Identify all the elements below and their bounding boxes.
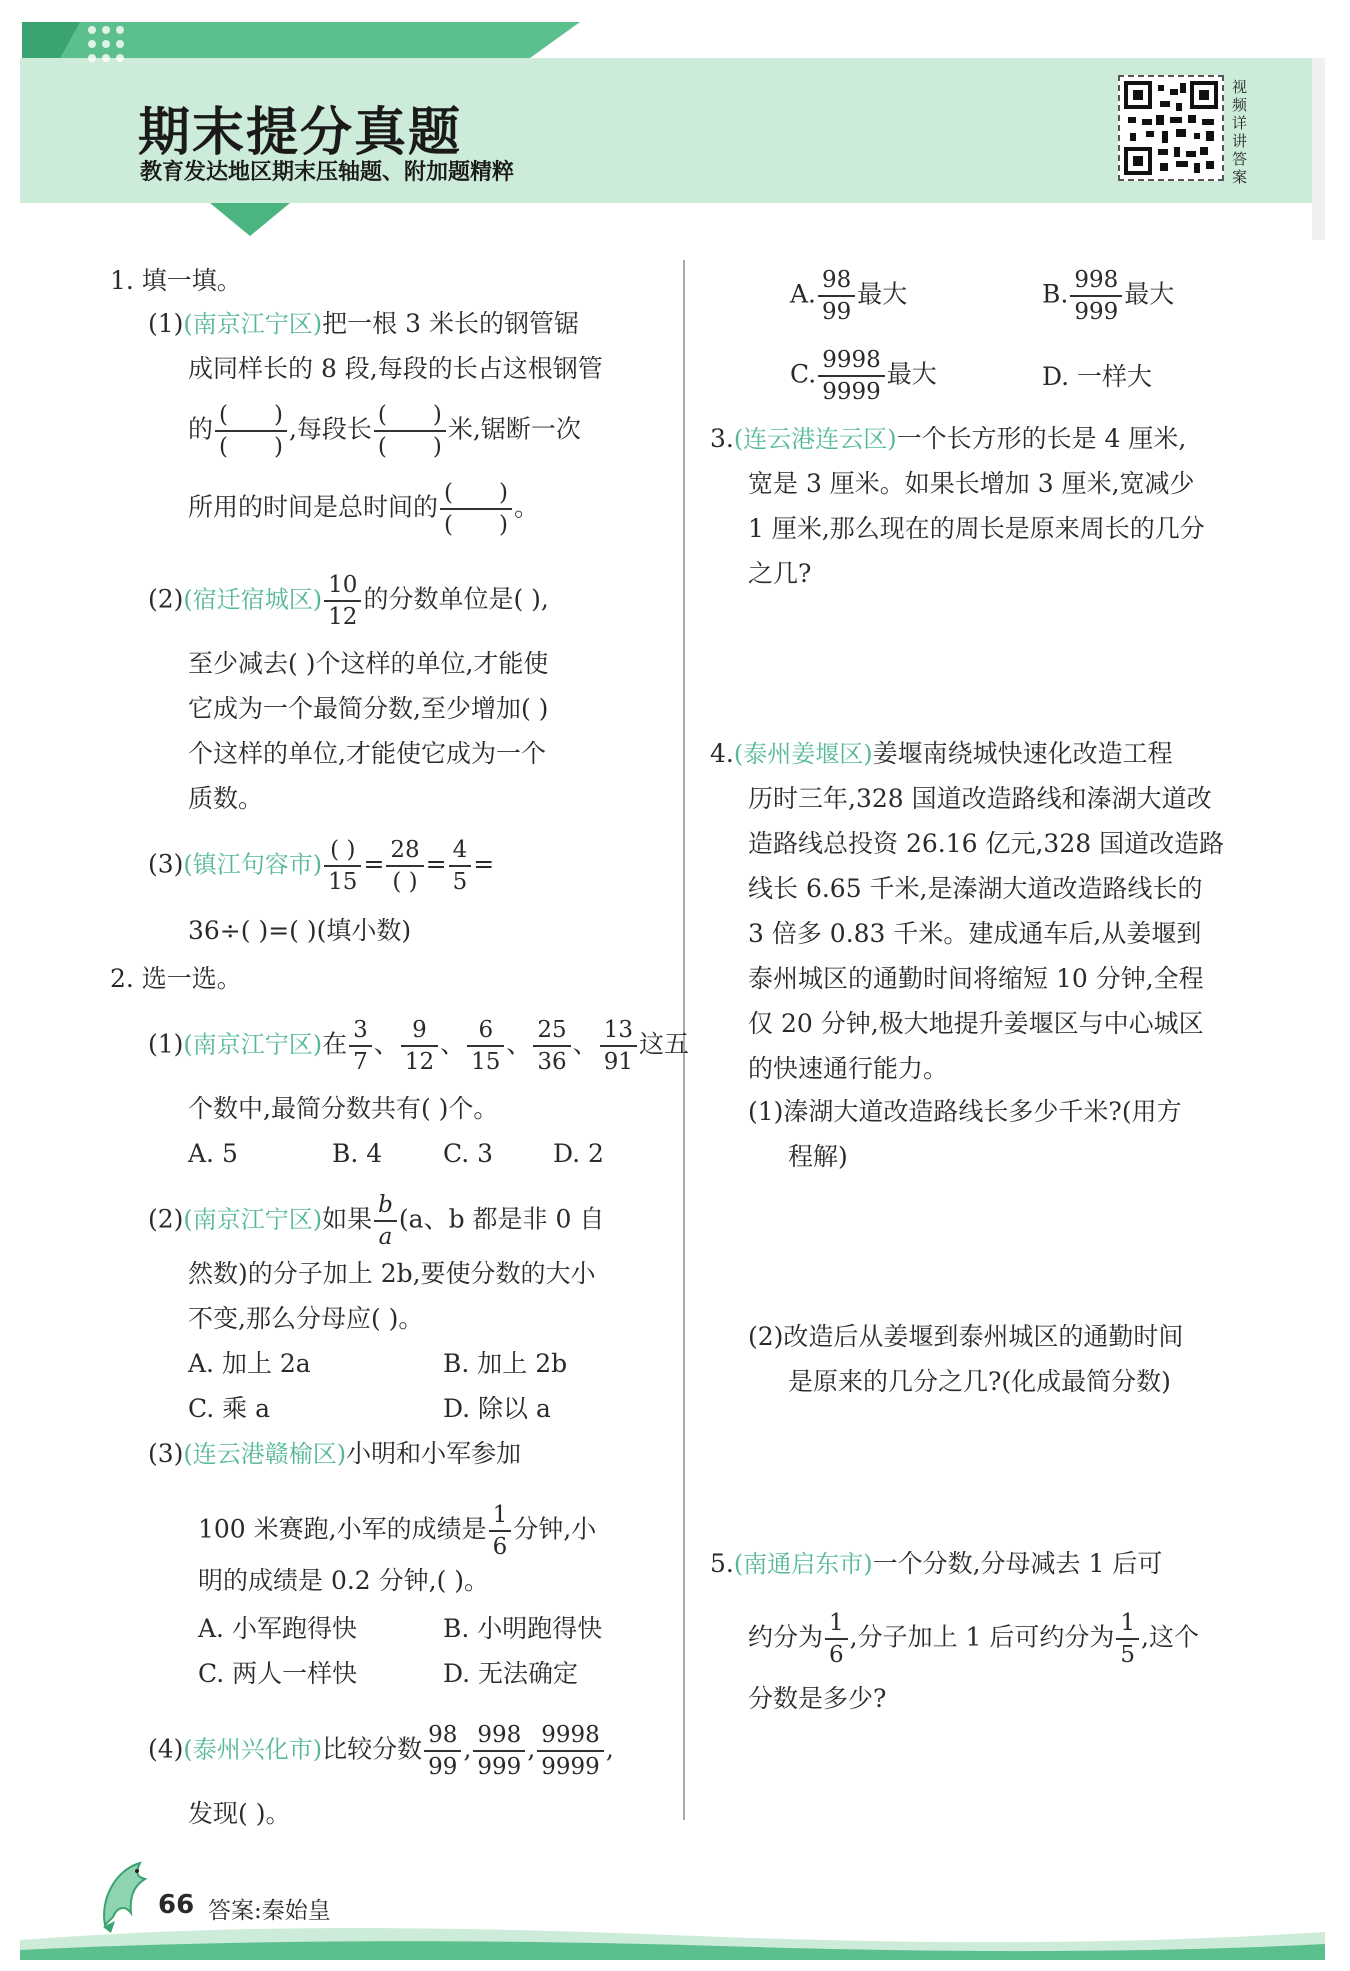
q4-line1 — [710, 735, 1173, 773]
fraction-denominator: 9999 — [822, 379, 881, 405]
fraction-numerator: 25 — [533, 1015, 570, 1047]
q4-line7: 仅 20 分钟,极大地提升姜堰区与中心城区 — [748, 1009, 1204, 1038]
option-text: 最大 — [1124, 279, 1175, 309]
q2-p3-region: (连云港赣榆区) — [183, 1440, 347, 1468]
fraction-numerator: 998 — [473, 1720, 525, 1752]
q2-p2-line1 — [148, 1190, 604, 1252]
fraction — [449, 835, 472, 897]
fraction-numerator: 1 — [489, 1500, 512, 1532]
fraction-numerator: 1 — [1116, 1608, 1139, 1640]
fraction — [537, 1720, 604, 1782]
fraction — [533, 1015, 570, 1077]
q2-p1-line1 — [148, 1015, 689, 1077]
q1-p1-line4 — [188, 478, 539, 540]
q2-p2-option-a[interactable]: A. 加上 2a — [188, 1349, 311, 1378]
header-bottom-triangle — [210, 203, 290, 236]
q1-p2-text1: 的分数单位是( ), — [363, 584, 549, 614]
separator: 、 — [373, 1029, 399, 1059]
fraction — [1116, 1608, 1139, 1670]
q3-line2: 宽是 3 厘米。如果长增加 3 厘米,宽减少 — [748, 469, 1195, 498]
q1-p2-line4: 个这样的单位,才能使它成为一个 — [188, 739, 546, 768]
fraction-denominator: 12 — [328, 604, 358, 630]
q1-p2-num: (2) — [148, 584, 184, 614]
fraction-denominator: 999 — [477, 1754, 522, 1780]
q2-p3-option-c[interactable]: C. 两人一样快 — [198, 1659, 358, 1688]
option-text: 最大 — [886, 359, 937, 389]
fraction-denominator: 15 — [471, 1049, 501, 1075]
q2-p3-num: (3) — [148, 1439, 184, 1468]
option-text: 最大 — [857, 279, 908, 309]
q2-p3-option-b[interactable]: B. 小明跑得快 — [443, 1614, 603, 1643]
q1-p1-text3a: 的 — [188, 414, 214, 444]
fraction-denominator: 36 — [537, 1049, 567, 1075]
q1-p3-line2: 36÷( )=( )(填小数) — [188, 916, 412, 945]
blank-fraction[interactable]: $\frac{( )}{( )}$ — [374, 400, 446, 462]
q2-p1-region: (南京江宁区) — [183, 1030, 323, 1059]
option-label: B. — [1042, 279, 1069, 309]
page-title: 期末提分真题 — [138, 103, 463, 163]
option-label: A. — [790, 279, 817, 309]
q1-p2-line3: 它成为一个最简分数,至少增加( ) — [188, 694, 549, 723]
fraction-denominator: ( ) — [392, 869, 418, 895]
q2-p4-post: , — [605, 1734, 614, 1764]
fraction-denominator: 9999 — [541, 1754, 600, 1780]
q5-line2 — [748, 1608, 1199, 1670]
q1-p3-num: (3) — [148, 849, 184, 879]
fraction-denominator: 6 — [829, 1642, 844, 1668]
fraction-numerator: 98 — [424, 1720, 461, 1752]
q1-p2-region: (宿迁宿城区) — [183, 585, 323, 614]
page-subtitle: 教育发达地区期末压轴题、附加题精粹 — [140, 160, 515, 185]
fraction — [349, 1015, 372, 1077]
fraction-numerator: 28 — [386, 835, 423, 867]
q3-line1 — [710, 420, 1186, 458]
q2-p3-line2 — [198, 1500, 596, 1562]
q2-p4-num: (4) — [148, 1734, 184, 1764]
separator: 、 — [572, 1029, 598, 1059]
q4-line4: 线长 6.65 千米,是溱湖大道改造路线长的 — [748, 874, 1203, 903]
fraction-denominator: 999 — [1074, 299, 1119, 325]
q2-p4-pre: 比较分数 — [322, 1734, 423, 1764]
q2-p2-line2: 然数)的分子加上 2b,要使分数的大小 — [188, 1259, 596, 1288]
fraction-numerator: 9 — [401, 1015, 438, 1047]
fraction-numerator: 3 — [349, 1015, 372, 1047]
q4-region: (泰州姜堰区) — [733, 740, 873, 768]
footer-wave — [20, 1920, 1325, 1960]
fraction — [825, 1608, 848, 1670]
separator: , — [527, 1734, 536, 1764]
q4-sub2-line2: 是原来的几分之几?(化成最简分数) — [788, 1367, 1171, 1396]
q4-line6: 泰州城区的通勤时间将缩短 10 分钟,全程 — [748, 964, 1204, 993]
q5-text2c: ,这个 — [1141, 1622, 1199, 1652]
q2-p1-option-b[interactable]: B. 4 — [332, 1139, 383, 1168]
q4-line8: 的快速通行能力。 — [748, 1054, 949, 1083]
q4-sub1-line2: 程解) — [788, 1142, 848, 1171]
q2-p1-option-c[interactable]: C. 3 — [443, 1139, 494, 1168]
q2-p2-option-b[interactable]: B. 加上 2b — [443, 1349, 568, 1378]
blank-fraction[interactable] — [386, 835, 423, 897]
q5-line3: 分数是多少? — [748, 1684, 887, 1713]
q5-text2a: 约分为 — [748, 1622, 824, 1652]
q1-p1-num: (1) — [148, 309, 184, 338]
q4-sub1-line1: (1)溱湖大道改造路线长多少千米?(用方 — [748, 1097, 1182, 1126]
fraction-denominator: 5 — [1120, 1642, 1136, 1668]
fraction-denominator: 91 — [603, 1049, 633, 1075]
fraction-numerator: 9998 — [537, 1720, 604, 1752]
fraction-denominator: 99 — [428, 1754, 458, 1780]
q2-p1-option-d[interactable]: D. 2 — [553, 1139, 604, 1168]
q2-p4-option-b[interactable] — [1042, 265, 1174, 327]
qr-label: 视频详讲答案 — [1232, 78, 1248, 186]
q2-p4-line2: 发现( )。 — [188, 1799, 291, 1828]
q4-line5: 3 倍多 0.83 千米。建成通车后,从姜堰到 — [748, 919, 1202, 948]
q2-p1-num: (1) — [148, 1029, 184, 1059]
q1-heading: 1. 填一填。 — [110, 266, 242, 295]
q2-p2-option-c[interactable]: C. 乘 a — [188, 1394, 270, 1423]
q5-num: 5. — [710, 1549, 734, 1578]
q1-p1-line2: 成同样长的 8 段,每段的长占这根钢管 — [188, 354, 603, 383]
fraction — [818, 345, 885, 407]
equals-sign: = — [425, 849, 447, 879]
fraction-denominator: 6 — [492, 1534, 508, 1560]
fraction-denominator: 7 — [353, 1049, 368, 1075]
fraction — [374, 1190, 397, 1252]
fraction — [489, 1500, 512, 1562]
q3-line3: 1 厘米,那么现在的周长是原来周长的几分 — [748, 514, 1205, 543]
q2-p4-line1 — [148, 1720, 614, 1782]
fraction-denominator: 5 — [452, 869, 468, 895]
fraction-numerator: 6 — [467, 1015, 504, 1047]
q2-p4-option-c[interactable] — [790, 345, 937, 407]
q2-p3-text2b: 分钟,小 — [513, 1514, 597, 1544]
q3-num: 3. — [710, 424, 734, 453]
q2-p3-line1 — [148, 1435, 521, 1473]
option-label: C. — [790, 359, 817, 389]
q4-line2: 历时三年,328 国道改造路线和溱湖大道改 — [748, 784, 1212, 813]
fraction-numerator: 4 — [449, 835, 472, 867]
fraction — [401, 1015, 438, 1077]
q2-p4-region: (泰州兴化市) — [183, 1735, 323, 1764]
separator: , — [463, 1734, 472, 1764]
q4-text1: 姜堰南绕城快速化改造工程 — [872, 739, 1173, 768]
equals-sign: = — [363, 849, 385, 879]
q2-p2-line3: 不变,那么分母应( )。 — [188, 1304, 424, 1333]
q2-p2-region: (南京江宁区) — [183, 1205, 323, 1234]
fraction-numerator: 13 — [600, 1015, 637, 1047]
q2-p3-line3: 明的成绩是 0.2 分钟,( )。 — [198, 1566, 490, 1595]
blank-fraction[interactable]: $\frac{( )}{( )}$ — [440, 478, 512, 540]
q1-p1-line3 — [188, 400, 581, 462]
q5-text2b: ,分子加上 1 后可约分为 — [849, 1622, 1115, 1652]
fraction-denominator: a — [378, 1224, 393, 1250]
qr-code[interactable] — [1118, 75, 1224, 181]
q2-p2-option-d[interactable]: D. 除以 a — [443, 1394, 551, 1423]
fraction-numerator: b — [374, 1190, 397, 1222]
fraction-numerator: 98 — [818, 265, 855, 297]
q5-region: (南通启东市) — [733, 1550, 873, 1578]
q3-region: (连云港连云区) — [733, 425, 897, 453]
q1-p3-line1 — [148, 835, 494, 897]
fraction-numerator: 1 — [825, 1608, 848, 1640]
q2-p1-post: 这五 — [639, 1029, 690, 1059]
fraction — [467, 1015, 504, 1077]
q1-p1-text3c: 米,锯断一次 — [447, 414, 581, 444]
q1-p1-text3b: ,每段长 — [288, 414, 372, 444]
q4-line3: 造路线总投资 26.16 亿元,328 国道改造路 — [748, 829, 1225, 858]
q1-p1-region: (南京江宁区) — [183, 310, 323, 338]
q2-p1-pre: 在 — [322, 1029, 348, 1059]
q2-p2-pre: 如果 — [322, 1204, 373, 1234]
q2-p4-option-d[interactable]: D. 一样大 — [1042, 362, 1153, 391]
page-number: 66 — [158, 1890, 195, 1920]
q1-p2-line5: 质数。 — [188, 784, 264, 813]
fraction-numerator: 998 — [1070, 265, 1122, 297]
blank-fraction[interactable] — [324, 835, 361, 897]
fraction-denominator: 99 — [822, 299, 852, 325]
separator: 、 — [440, 1029, 466, 1059]
separator: 、 — [506, 1029, 532, 1059]
q4-sub2-line1: (2)改造后从姜堰到泰州城区的通勤时间 — [748, 1322, 1184, 1351]
q5-line1 — [710, 1545, 1162, 1583]
q5-text1: 一个分数,分母减去 1 后可 — [872, 1549, 1163, 1578]
footer-answer: 答案:秦始皇 — [208, 1898, 331, 1924]
blank-fraction[interactable]: $\frac{( )}{( )}$ — [215, 400, 287, 462]
q2-p3-option-d[interactable]: D. 无法确定 — [443, 1659, 579, 1688]
q1-p3-region: (镇江句容市) — [183, 850, 323, 879]
q2-p3-text2a: 100 米赛跑,小军的成绩是 — [198, 1514, 487, 1544]
qr-code-icon — [1120, 77, 1222, 179]
fraction — [324, 570, 361, 632]
q3-text1: 一个长方形的长是 4 厘米, — [896, 424, 1187, 453]
fraction — [473, 1720, 525, 1782]
q4-num: 4. — [710, 739, 734, 768]
q2-p1-option-a[interactable]: A. 5 — [188, 1139, 238, 1168]
q2-p1-line2: 个数中,最简分数共有( )个。 — [188, 1094, 499, 1123]
fraction — [600, 1015, 637, 1077]
fraction — [818, 265, 855, 327]
fraction-numerator: 10 — [324, 570, 361, 602]
q2-p3-option-a[interactable]: A. 小军跑得快 — [198, 1614, 357, 1643]
fraction-numerator: ( ) — [324, 835, 361, 867]
q1-p2-line2: 至少减去( )个这样的单位,才能使 — [188, 649, 549, 678]
q1-p2-line1 — [148, 570, 549, 632]
q2-p4-option-a[interactable] — [790, 265, 907, 327]
q1-p1-text1: 把一根 3 米长的钢管锯 — [322, 309, 579, 338]
fraction — [424, 1720, 461, 1782]
fraction-denominator: 15 — [328, 869, 358, 895]
dots-decoration — [88, 26, 124, 62]
equals-sign: = — [473, 849, 495, 879]
q1-p1-line1 — [148, 305, 579, 343]
q2-heading: 2. 选一选。 — [110, 964, 242, 993]
fraction-denominator: 12 — [404, 1049, 435, 1075]
q1-p1-text4b: 。 — [513, 492, 539, 522]
fraction — [1070, 265, 1122, 327]
q3-line4: 之几? — [748, 559, 812, 588]
q2-p2-post: (a、b 都是非 0 自 — [398, 1204, 605, 1234]
q2-p3-text1: 小明和小军参加 — [346, 1439, 522, 1468]
q2-p2-num: (2) — [148, 1204, 184, 1234]
fraction-numerator: 9998 — [818, 345, 885, 377]
q1-p1-text4a: 所用的时间是总时间的 — [188, 492, 439, 522]
